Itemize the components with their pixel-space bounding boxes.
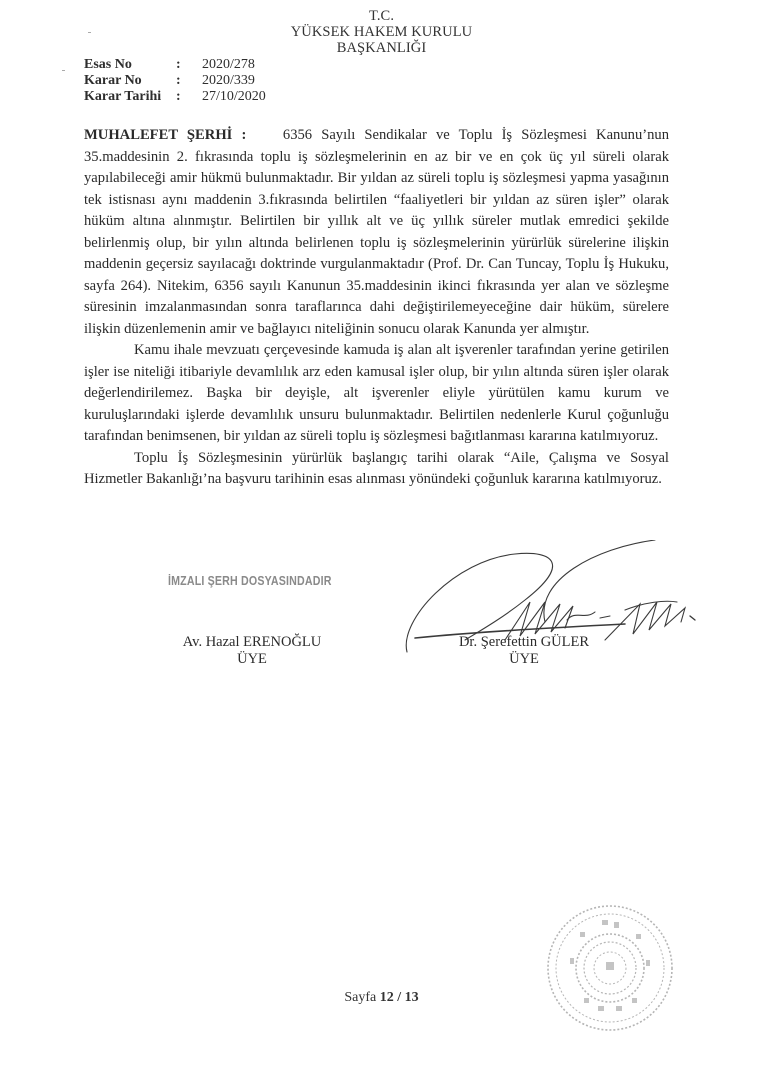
page-footer (0, 990, 763, 1006)
member-name: Av. Hazal ERENOĞLU (182, 634, 322, 650)
meta-colon: : (176, 57, 181, 72)
signed-on-file-stamp: İMZALI ŞERH DOSYASINDADIR (168, 573, 332, 588)
official-seal-icon (540, 898, 680, 1038)
meta-label: Karar Tarihi (84, 89, 162, 104)
meta-value: 2020/339 (202, 73, 255, 88)
meta-value: 2020/278 (202, 57, 255, 72)
dissent-title: MUHALEFET ŞERHİ : (84, 127, 247, 143)
page-label: Sayfa (344, 990, 380, 1005)
dissent-body (84, 125, 669, 491)
case-metadata (84, 57, 266, 105)
meta-colon: : (176, 89, 181, 104)
page-number: 12 / 13 (379, 990, 419, 1005)
paragraph-2: Kamu ihale mevzuatı çerçevesinde kamuda iş alan alt işverenler tarafından yerine getirilen işler ise niteliği itibariyle devamlılık arz eden kamusal işler olup, bir yılın altında süren işler olarak değerlendirilemez. Başka bir deyişle, alt işverenler eliyle yürütülen kamu kurum ve kuruluşlarındaki işlerde devamlılık unsuru bulunmaktadır. Belirtilen nedenlerle Kurul çoğunluğu tarafından benimsenen, bir yıldan az süreli toplu iş sözleşmesi bağıtlanması kararına katılmıyoruz. (84, 342, 669, 444)
member-name: Dr. Şerefettin GÜLER (458, 634, 590, 650)
member-left-signature-block (168, 634, 336, 668)
header-line-institution: YÜKSEK HAKEM KURULU (290, 24, 473, 40)
document-header (0, 8, 763, 56)
meta-row-karar (84, 73, 266, 89)
scan-speck (62, 70, 65, 71)
member-right-signature-block (440, 634, 608, 668)
header-line-presidency: BAŞKANLIĞI (336, 40, 427, 56)
member-role: ÜYE (509, 651, 539, 667)
paragraph-1-text: 6356 Sayılı Sendikalar ve Toplu İş Sözleşmesi Kanunu’nun 35.maddesinin 2. fıkrasında toplu iş sözleşmelerinin en az bir ve en çok üç yıl süreli olarak yapılabileceği amir hükmü bulunmaktadır. Bir yıldan az süreli toplu iş sözleşmesi yapma yasağının tek istisnası aynı maddenin 3.fıkrasında belirtilen “faaliyetleri bir yıldan az süren işler” olarak hüküm altına alınmıştır. Belirtilen bir yıllık alt ve üç yıllık süreler mutlak emredici şekilde belirlenmiş olup, bir yılın altında belirlenen toplu iş sözleşmelerinin yürürlük sürelerine ilişkin maddenin geçersiz sayılacağı doktrinde vurgulanmaktadır (Prof. Dr. Can Tuncay, Toplu İş Hukuku, sayfa 264). Nitekim, 6356 sayılı Kanunun 35.maddesinin ikinci fıkrasında yer alan ve sözleşme süresinin imzalanmasından sonra taraflarınca dahi değiştirilemeyeceğine dair hüküm, sürelere ilişkin düzenlemenin amir ve bağlayıcı niteliğinin sonucu olarak Kanunda yer almıştır. (84, 127, 669, 337)
meta-label: Karar No (84, 73, 142, 88)
meta-label: Esas No (84, 57, 132, 72)
paragraph-1 (84, 125, 669, 340)
paragraph-3: Toplu İş Sözleşmesinin yürürlük başlangıç tarihi olarak “Aile, Çalışma ve Sosyal Hizmetler Bakanlığı’na başvuru tarihinin esas alınması yönündeki çoğunluk kararına katılmıyoruz. (84, 449, 669, 487)
meta-value: 27/10/2020 (202, 89, 266, 104)
meta-row-esas (84, 57, 266, 73)
member-role: ÜYE (237, 651, 267, 667)
meta-row-karar-tarihi (84, 89, 266, 105)
meta-colon: : (176, 73, 181, 88)
header-line-tc: T.C. (368, 8, 395, 24)
